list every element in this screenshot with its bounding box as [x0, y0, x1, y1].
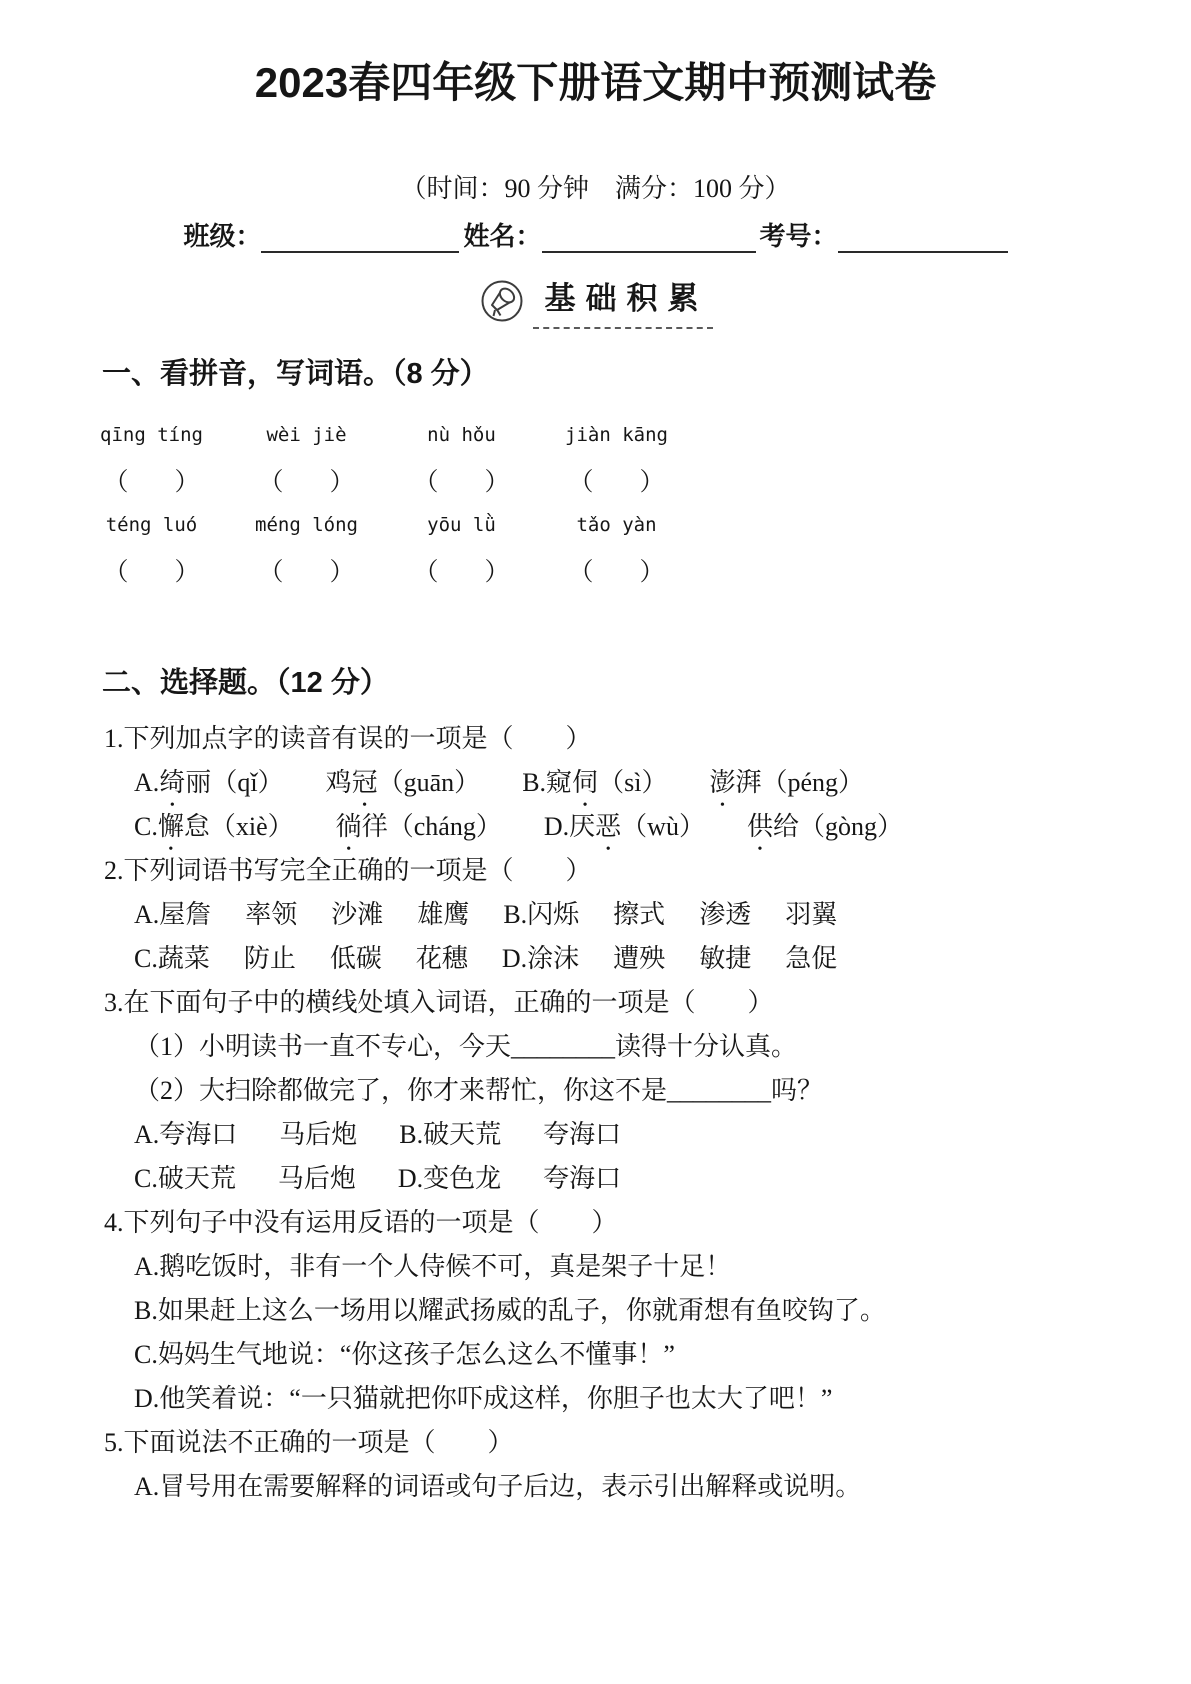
option-item: A.屋詹: [134, 900, 212, 929]
option-item: 遭殃: [613, 944, 666, 973]
questions-list: [104, 717, 1131, 1509]
option-item: C.懈怠（xiè）: [134, 812, 294, 841]
option-item: 羽翼: [785, 900, 838, 929]
badge-label: 基础积累: [533, 273, 713, 329]
option-item: B.如果赶上这么一场用以耀武扬威的乱子，你就甭想有鱼咬钩了。: [134, 1296, 886, 1325]
answer-bracket: （ ）: [258, 468, 355, 496]
answer-bracket-row: [74, 457, 1191, 502]
option-item: B.闪烁: [503, 900, 580, 929]
pinyin-word: tǎo yàn: [576, 513, 657, 536]
question-line: [134, 1465, 1131, 1509]
option-item: 沙滩: [331, 900, 384, 929]
question-line: [134, 1025, 1131, 1069]
emphasized-char: 徜: [335, 812, 362, 841]
question-line: [134, 1113, 1131, 1157]
emphasized-char: 恶: [595, 812, 622, 841]
question: [104, 1421, 1131, 1509]
question-line: [134, 1377, 1131, 1421]
answer-bracket: （ ）: [413, 558, 510, 586]
option-item: A.冒号用在需要解释的词语或句子后边，表示引出解释或说明。: [134, 1472, 862, 1501]
answer-bracket-cell: [74, 552, 229, 588]
answer-bracket-cell: [539, 462, 694, 498]
question-stem: 1.下列加点字的读音有误的一项是（ ）: [104, 724, 592, 753]
option-item: D.他笑着说：“一只猫就把你吓成这样，你胆子也太大了吧！”: [134, 1384, 833, 1413]
pinyin-word: nù hǒu: [427, 423, 496, 446]
class-label: 班级：: [183, 221, 262, 251]
option-item: 徜徉（cháng）: [335, 812, 502, 841]
answer-bracket: （ ）: [103, 468, 200, 496]
option-item: 马后炮: [277, 1164, 356, 1193]
option-item: 敏捷: [699, 944, 752, 973]
question-stem: 2.下列词语书写完全正确的一项是（ ）: [104, 856, 592, 885]
option-item: 鸡冠（guān）: [325, 768, 481, 797]
answer-bracket: （ ）: [258, 558, 355, 586]
emphasized-char: 懈: [157, 812, 184, 841]
option-item: 防止: [243, 944, 296, 973]
question-line: [134, 1245, 1131, 1289]
option-item: 渗透: [699, 900, 752, 929]
emphasized-char: 冠: [351, 768, 378, 797]
question: [104, 849, 1131, 981]
option-item: B.窥伺（sì）: [522, 768, 668, 797]
option-item: 夸海口: [543, 1120, 622, 1149]
option-item: C.蔬菜: [134, 944, 210, 973]
emphasized-char: 供: [746, 812, 773, 841]
option-item: 马后炮: [279, 1120, 358, 1149]
class-blank-line: [261, 221, 459, 253]
pinyin-word: qīng tíng: [100, 423, 203, 446]
option-item: 供给（gòng）: [746, 812, 904, 841]
option-item: 急促: [785, 944, 838, 973]
pinyin-row: [74, 502, 1191, 547]
answer-bracket-cell: [384, 462, 539, 498]
option-item: B.破天荒: [399, 1120, 502, 1149]
answer-bracket-cell: [229, 552, 384, 588]
option-item: C.破天荒: [134, 1164, 236, 1193]
section-badge: [0, 273, 1191, 329]
name-label: 姓名：: [463, 221, 542, 251]
answer-bracket: （ ）: [413, 468, 510, 496]
emphasized-char: 澎: [709, 768, 736, 797]
option-item: 雄鹰: [417, 900, 470, 929]
question-line: [134, 937, 1131, 981]
pinyin-word: jiàn kāng: [565, 423, 668, 446]
exam-no-blank-line: [838, 221, 1008, 253]
question: [104, 717, 1131, 849]
option-item: C.妈妈生气地说：“你这孩子怎么这么不懂事！”: [134, 1340, 675, 1369]
option-item: 低碳: [329, 944, 382, 973]
answer-bracket-row: [74, 547, 1191, 592]
option-item: 花穗: [415, 944, 468, 973]
option-item: D.厌恶（wù）: [543, 812, 705, 841]
answer-bracket: （ ）: [103, 558, 200, 586]
question-line: [134, 761, 1131, 805]
question-line: [134, 1157, 1131, 1201]
answer-bracket-cell: [229, 462, 384, 498]
pinyin-word: téng luó: [105, 513, 198, 536]
megaphone-icon: [479, 278, 525, 324]
question-line: [134, 1333, 1131, 1377]
exam-time-score-line: （时间：90 分钟 满分：100 分）: [400, 174, 791, 203]
question-line: [134, 805, 1131, 849]
option-item: 擦式: [613, 900, 666, 929]
question-line: [134, 1289, 1131, 1333]
answer-bracket-cell: [539, 552, 694, 588]
option-item: 夸海口: [543, 1164, 622, 1193]
emphasized-char: 绮: [159, 768, 186, 797]
answer-bracket: （ ）: [568, 558, 665, 586]
exam-no-label: 考号：: [759, 221, 838, 251]
answer-bracket-cell: [384, 552, 539, 588]
option-item: A.鹅吃饭时，非有一个人侍候不可，真是架子十足！: [134, 1252, 732, 1281]
option-item: D.变色龙: [397, 1164, 502, 1193]
question-line: [134, 893, 1131, 937]
answer-bracket: （ ）: [568, 468, 665, 496]
question: [104, 981, 1131, 1201]
section2-heading: 二、选择题。（12 分）: [102, 667, 389, 699]
question: [104, 1201, 1131, 1421]
name-blank-line: [542, 221, 756, 253]
answer-bracket-cell: [74, 462, 229, 498]
option-item: A.夸海口: [134, 1120, 238, 1149]
question-stem: 4.下列句子中没有运用反语的一项是（ ）: [104, 1208, 618, 1237]
pinyin-word-grid: [74, 412, 1191, 592]
question-stem: 3.在下面句子中的横线处填入词语，正确的一项是（ ）: [104, 988, 774, 1017]
option-item: D.涂沫: [501, 944, 580, 973]
pinyin-word: méng lóng: [255, 513, 358, 536]
section1-heading: 一、看拼音，写词语。（8 分）: [102, 358, 489, 390]
pinyin-word: yōu lǜ: [427, 513, 496, 536]
option-item: （2）大扫除都做完了，你才来帮忙，你这不是________吗？: [134, 1076, 824, 1105]
question-line: [134, 1069, 1131, 1113]
pinyin-row: [74, 412, 1191, 457]
question-stem: 5.下面说法不正确的一项是（ ）: [104, 1428, 514, 1457]
emphasized-char: 伺: [572, 768, 599, 797]
option-item: 率领: [245, 900, 298, 929]
page-title: 2023春四年级下册语文期中预测试卷: [254, 59, 937, 106]
student-info-row: [0, 219, 1191, 253]
pinyin-word: wèi jiè: [266, 423, 347, 446]
option-item: （1）小明读书一直不专心，今天________读得十分认真。: [134, 1032, 798, 1061]
option-item: 澎湃（péng）: [709, 768, 865, 797]
option-item: A.绮丽（qǐ）: [134, 768, 284, 797]
